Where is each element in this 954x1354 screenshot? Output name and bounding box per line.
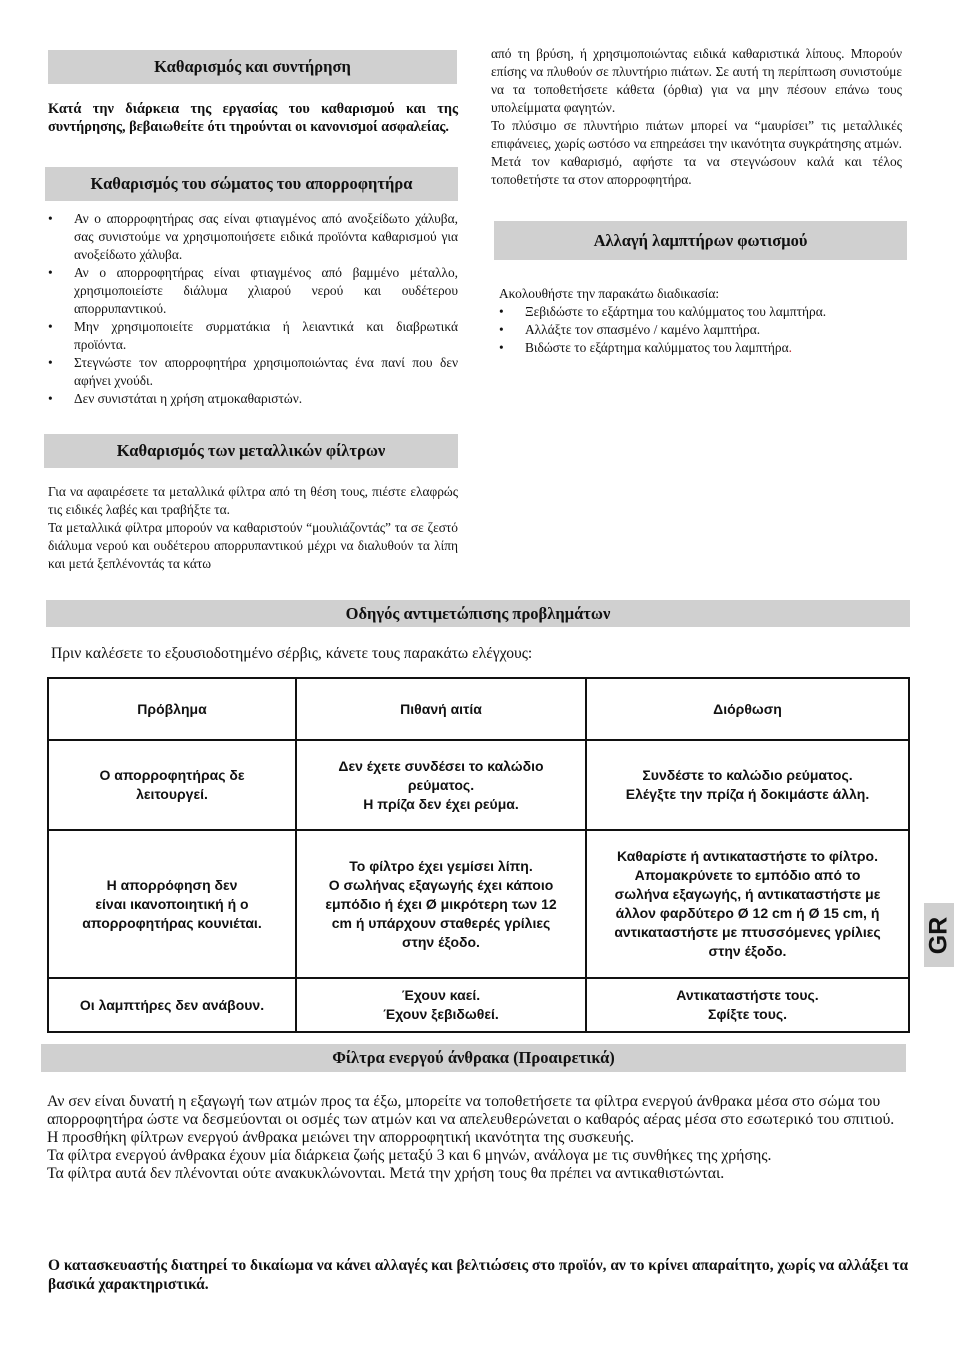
table-row bbox=[48, 978, 909, 1032]
cause-cell bbox=[296, 740, 586, 830]
cell-line: Οι λαμπτήρες δεν ανάβουν. bbox=[79, 996, 265, 1013]
cell-line: Έχουν καεί. bbox=[401, 987, 481, 1003]
cell-line: Αντικαταστήστε τους. bbox=[676, 987, 819, 1003]
list-item: • Αν ο απορροφητήρας είναι φτιαγμένος από βαμμένο μέταλλο, χρησιμοποιείστε διάλυμα χλιαρού νερού και ουδέτερου απορρυπαντικού. bbox=[48, 264, 458, 318]
cell-line: απορροφητήρας κουνιέται. bbox=[82, 914, 262, 931]
cell-line: Δεν έχετε συνδέσει το καλώδιο bbox=[338, 757, 544, 774]
language-tab-label: GR bbox=[924, 916, 953, 954]
table-header-row bbox=[48, 678, 909, 740]
cell-line: Ο απορροφητήρας δε bbox=[99, 767, 245, 783]
troubleshooting-table bbox=[47, 677, 910, 1033]
carbon-filters-text bbox=[47, 1093, 907, 1183]
filters-continued-text bbox=[491, 45, 902, 189]
list-item: • Μην χρησιμοποιείτε συρματάκια ή λειαντικά και διαβρωτικά προϊόντα. bbox=[48, 318, 458, 354]
cause-cell bbox=[296, 978, 586, 1032]
column-header-cause: Πιθανή αιτία bbox=[296, 678, 586, 740]
body-cleaning-heading: Καθαρισμός του σώματος του απορροφητήρα bbox=[45, 167, 458, 201]
problem-cell bbox=[48, 978, 296, 1032]
cell-line: cm ή υπάρχουν σταθερές γρίλιες bbox=[331, 914, 551, 931]
list-item: • Στεγνώστε τον απορροφητήρα χρησιμοποιώντας ένα πανί που δεν αφήνει χνούδι. bbox=[48, 354, 458, 390]
column-header-fix: Διόρθωση bbox=[586, 678, 909, 740]
cell-line: Το φίλτρο έχει γεμίσει λίπη. bbox=[349, 857, 533, 874]
list-item: • Αλλάξτε τον σπασμένο / καμένο λαμπτήρα. bbox=[499, 321, 904, 339]
lamps-section bbox=[499, 285, 904, 357]
filters-paragraph: Το πλύσιμο σε πλυντήριο πιάτων μπορεί να “μαυρίσει” τις μεταλλικές επιφάνειες, χωρίς ωστόσο να επηρεάσει την ικανότητα συγκράτησης ατμών. Μετά τον καθαρισμό, αφήστε τα να στεγνώσουν καλά και τέλος τοποθετήστε τα στον απορροφητήρα. bbox=[491, 118, 902, 187]
cell-line: Καθαρίστε ή αντικαταστήστε το φίλτρο. bbox=[617, 848, 878, 864]
cell-line: Έχουν ξεβιδωθεί. bbox=[383, 1006, 499, 1022]
cell-line: Ο σωλήνας εξαγωγής έχει κάποιο bbox=[328, 876, 554, 893]
filters-paragraph: Για να αφαιρέσετε τα μεταλλικά φίλτρα από τη θέση τους, πιέστε ελαφρώς τις ειδικές λαβές και τραβήξτε τα. bbox=[48, 484, 458, 517]
cell-line: ρεύματος. bbox=[407, 776, 475, 793]
lamps-step-text: Βιδώστε το εξάρτημα καλύμματος του λαμπτήρα bbox=[525, 340, 789, 355]
manufacturer-note: Ο κατασκευαστής διατηρεί το δικαίωμα να κάνει αλλαγές και βελτιώσεις στο προϊόν, αν το κρίνει απαραίτητο, χωρίς να αλλάξει τα βασικά χαρακτηριστικά. bbox=[48, 1257, 909, 1293]
fix-cell bbox=[586, 740, 909, 830]
carbon-paragraph: Αν σεν είναι δυνατή η εξαγωγή των ατμών προς τα έξω, μπορείτε να τοποθετήσετε τα φίλτρα ενεργού άνθρακα μέσα στο σώμα του απορροφητήρα ώστε να δεσμεύονται οι οσμές των ατμών και να απελευθερώνεται ο καθαρός αέρας μέσα στο εσωτερικό του σπιτιού. Η προσθήκη φίλτρων ενεργού άνθρακα μειώνει την απορροφητική ικανότητα της συσκευής. bbox=[47, 1093, 895, 1146]
red-period: . bbox=[788, 340, 792, 355]
cell-line: εμπόδιο ή έχει Ø μικρότερη των 12 bbox=[325, 895, 557, 912]
filters-text bbox=[48, 483, 458, 573]
cell-line: Απομακρύνετε το εμπόδιο από το bbox=[634, 867, 861, 883]
list-item: • Αν ο απορροφητήρας σας είναι φτιαγμένος από ανοξείδωτο χάλυβα, σας συνιστούμε να χρησιμοποιήσετε ειδικά προϊόντα καθαρισμού για ανοξείδωτο χάλυβα. bbox=[48, 210, 458, 264]
cell-line: Η πρίζα δεν έχει ρεύμα. bbox=[363, 795, 519, 812]
safety-note: Κατά την διάρκεια της εργασίας του καθαρισμού και της συντήρησης, βεβαιωθείτε ότι τηρούνται οι κανονισμοί ασφαλείας. bbox=[48, 101, 458, 135]
body-cleaning-list-box bbox=[48, 210, 458, 408]
language-tab bbox=[924, 903, 954, 967]
carbon-paragraph: Τα φίλτρα ενεργού άνθρακα έχουν μία διάρκεια ζωής μεταξύ 3 και 6 μηνών, ανάλογα με τις συνθήκες της χρήσης. bbox=[47, 1147, 772, 1164]
cell-line: αντικαταστήστε με πτυσσόμενες γρίλιες bbox=[614, 924, 881, 940]
troubleshooting-intro: Πριν καλέσετε το εξουσιοδοτημένο σέρβις, κάνετε τους παρακάτω ελέγχους: bbox=[51, 645, 533, 662]
cell-line: λειτουργεί. bbox=[136, 786, 208, 802]
filters-paragraph: Τα μεταλλικά φίλτρα μπορούν να καθαριστούν “μουλιάζοντάς” τα σε ζεστό διάλυμα νερού και ουδέτερου απορρυπαντικού μέχρι να διαλυθούν τα λίπη και μετά ξεπλένοντάς τα κάτω bbox=[48, 520, 458, 571]
list-item: • Δεν συνιστάται η χρήση ατμοκαθαριστών. bbox=[48, 390, 458, 408]
cell-line: στην έξοδο. bbox=[402, 933, 480, 950]
cleaning-heading: Καθαρισμός και συντήρηση bbox=[48, 50, 457, 84]
cell-line: Σφίξτε τους. bbox=[707, 1006, 788, 1022]
cell-line: άλλον φαρδύτερο Ø 12 cm ή Ø 15 cm, ή bbox=[615, 905, 880, 921]
cell-line: στην έξοδο. bbox=[708, 943, 787, 959]
lamps-list bbox=[499, 303, 904, 357]
cell-line: Συνδέστε το καλώδιο ρεύματος. bbox=[642, 767, 853, 783]
cause-cell bbox=[296, 830, 586, 978]
column-header-problem: Πρόβλημα bbox=[48, 678, 296, 740]
filters-heading: Καθαρισμός των μεταλλικών φίλτρων bbox=[44, 434, 458, 468]
troubleshooting-heading: Οδηγός αντιμετώπισης προβλημάτων bbox=[46, 600, 910, 627]
cell-line: είναι ικανοποιητική ή ο bbox=[95, 895, 249, 912]
lamps-heading: Αλλαγή λαμπτήρων φωτισμού bbox=[494, 221, 907, 260]
fix-cell bbox=[586, 978, 909, 1032]
body-cleaning-list bbox=[48, 210, 458, 408]
list-item: • Ξεβιδώστε το εξάρτημα του καλύμματος του λαμπτήρα. bbox=[499, 303, 904, 321]
list-item bbox=[499, 339, 904, 357]
cell-line: Η απορρόφηση δεν bbox=[106, 876, 238, 893]
carbon-paragraph: Τα φίλτρα αυτά δεν πλένονται ούτε ανακυκλώνονται. Μετά την χρήση τους θα πρέπει να αντικαθιστώνται. bbox=[47, 1165, 725, 1182]
problem-cell bbox=[48, 740, 296, 830]
problem-cell bbox=[48, 830, 296, 978]
fix-cell bbox=[586, 830, 909, 978]
cell-line: Ελέγξτε την πρίζα ή δοκιμάστε άλλη. bbox=[625, 786, 870, 802]
lamps-intro: Ακολουθήστε την παρακάτω διαδικασία: bbox=[499, 286, 720, 301]
table-row bbox=[48, 830, 909, 978]
table-row bbox=[48, 740, 909, 830]
cell-line: σωλήνα εξαγωγής, ή αντικαταστήστε με bbox=[614, 886, 881, 902]
filters-paragraph: από τη βρύση, ή χρησιμοποιώντας ειδικά καθαριστικά λίπους. Μπορούν επίσης να πλυθούν σε πλυντήριο πιάτων. Σε αυτή τη περίπτωση συνιστούμε να τα τοποθετήσετε κάθετα (όρθια) για να μην πέσουν επάνω τους υπολείμματα φαγητών. bbox=[491, 46, 902, 115]
carbon-filters-heading: Φίλτρα ενεργού άνθρακα (Προαιρετικά) bbox=[41, 1044, 906, 1072]
